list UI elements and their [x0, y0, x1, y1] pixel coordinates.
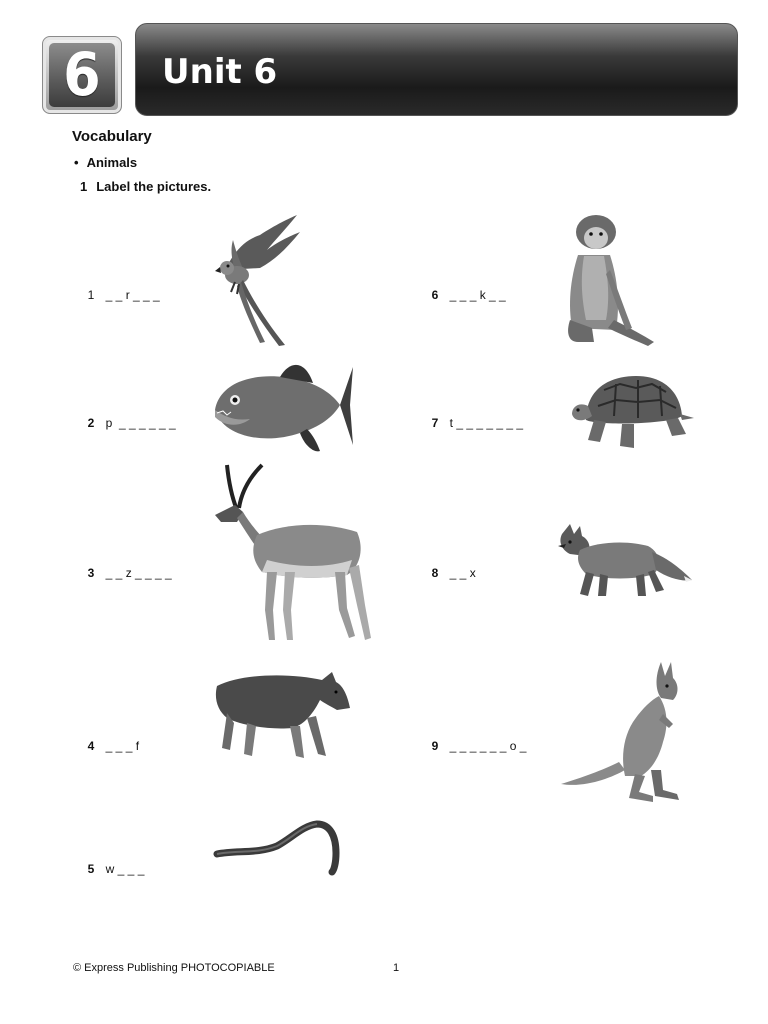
label-item-9: [425, 725, 526, 753]
exercise-instruction: [80, 179, 211, 194]
item-blank: _ _ _ _ _ _ o _: [449, 739, 527, 753]
item-blank: _ _ x: [449, 566, 476, 580]
label-item-4: [81, 725, 139, 753]
bullet-symbol: •: [74, 155, 79, 170]
item-blank: p _ _ _ _ _ _: [105, 416, 176, 430]
label-item-2: [81, 402, 176, 430]
item-number: 7: [431, 416, 439, 430]
exercise-text: Label the pictures.: [96, 179, 212, 194]
label-item-5: [81, 848, 144, 876]
unit-title: Unit 6: [162, 52, 278, 92]
item-number: 5: [87, 862, 95, 876]
item-number: 2: [87, 416, 95, 430]
item-number: 9: [431, 739, 439, 753]
gazelle-icon: [207, 460, 372, 650]
unit-title-banner: [135, 23, 738, 116]
parrot-icon: [205, 210, 305, 350]
section-title: Vocabulary: [72, 128, 152, 145]
topic-label: Animals: [86, 155, 138, 170]
label-item-3: [81, 552, 172, 580]
wolf-icon: [212, 668, 352, 766]
tortoise-icon: [568, 370, 698, 452]
unit-number-badge-inner: [49, 40, 115, 110]
label-item-6: [425, 274, 506, 302]
item-number: 4: [87, 739, 95, 753]
piranha-icon: [205, 355, 355, 455]
item-blank: _ _ _ f: [105, 739, 140, 753]
monkey-icon: [558, 210, 658, 348]
worm-icon: [212, 818, 342, 878]
label-item-1: [81, 274, 160, 302]
item-number: 6: [431, 288, 439, 302]
exercise-number: 1: [80, 179, 88, 194]
unit-number-badge: [42, 36, 122, 114]
item-number: 3: [87, 566, 95, 580]
label-item-7: [425, 402, 523, 430]
topic-bullet: [74, 155, 137, 170]
item-number: 1: [87, 288, 95, 302]
item-blank: w _ _ _: [105, 862, 145, 876]
kangaroo-icon: [555, 658, 695, 808]
page-number: 1: [393, 962, 400, 974]
label-item-8: [425, 552, 476, 580]
fox-icon: [556, 522, 696, 602]
item-number: 8: [431, 566, 439, 580]
item-blank: _ _ z _ _ _ _: [105, 566, 172, 580]
item-blank: t _ _ _ _ _ _ _: [449, 416, 524, 430]
item-blank: _ _ r _ _ _: [105, 288, 160, 302]
item-blank: _ _ _ k _ _: [449, 288, 506, 302]
unit-number: 6: [63, 40, 101, 110]
copyright-notice: © Express Publishing PHOTOCOPIABLE: [73, 962, 275, 974]
